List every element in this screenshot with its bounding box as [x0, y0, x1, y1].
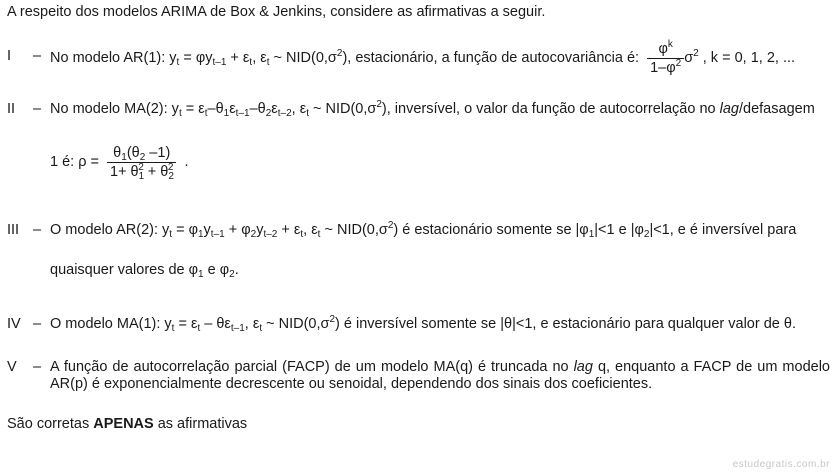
item-dash-ii: –	[33, 101, 42, 117]
item-number-ii: II	[7, 101, 16, 117]
item-dash-i: –	[33, 48, 42, 64]
autocorrelation-fraction: $\frac{\theta_1(\theta_2 -1)}{1+ \theta_1^2 + \theta_2^2}$	[107, 144, 176, 181]
autocovariance-fraction: $\frac{\varphi^k}{1-\varphi^2}$	[647, 40, 684, 77]
item-iii-text: O modelo AR(2): $y_t = \varphi_1y_{t-1} + \varphi_2y_{t-2} + \varepsilon_t$, $\varepsilon_t$ ~ $NID(0,\sigma^2)$ é estacionário somente se $|\varphi_1|<1$ e $|\varphi_2|<1$, e é inversível para	[50, 220, 797, 240]
item-dash-v: –	[33, 359, 42, 375]
item-ii-text: No modelo MA(2): $y_t = \varepsilon_t-\theta_1\varepsilon_{t-1}-\theta_2\varepsilon_{t-2}$, $\varepsilon_t$ ~ $NID(0,\sigma^2)$, inversível, o valor da função de autocorrelação no lag/defasagem	[50, 99, 815, 119]
question-intro: A respeito dos modelos ARIMA de Box & Jenkins, considere as afirmativas a seguir.	[7, 4, 546, 20]
item-dash-iii: –	[33, 222, 42, 238]
item-ii-formula: 1 é: ρ = $\frac{\theta_1(\theta_2 -1)}{1+ \theta_1^2 + \theta_2^2}$ .	[50, 144, 189, 182]
item-iv-text: O modelo MA(1): $y_t = \varepsilon_t - \theta\varepsilon_{t-1}$, $\varepsilon_t$ ~ $NID(0,\sigma^2)$ é inversível somente se |θ|<1, e estacionário para qualquer valor de θ.	[50, 314, 796, 334]
item-number-iii: III	[7, 222, 20, 238]
item-dash-iv: –	[33, 316, 42, 332]
item-number-i: I	[7, 48, 12, 64]
item-number-iv: IV	[7, 316, 21, 332]
item-iii-continuation: quaisquer valores de $\varphi_1$ e $\varphi_2$.	[50, 262, 239, 280]
item-i-text: No modelo AR(1): $y_t = \varphi y_{t-1} + \varepsilon_t$, $\varepsilon_t$ ~ $NID(0,\sigma^2)$, estacionário, a função de autocovariância é: $\frac{\varphi^k}{1-\varphi^2}$ $\sigma^2$ , k = 0, 1, 2, ...	[50, 38, 796, 76]
item-v-text: A função de autocorrelação parcial (FACP) de um modelo MA(q) é truncada no lag q, enquanto a FACP de um modelo AR(p) é exponencialmente decrescente ou senoidal, dependendo dos sinais dos coeficientes.	[50, 359, 830, 392]
item-number-v: V	[7, 359, 17, 375]
watermark: estudegratis.com.br	[732, 459, 830, 470]
closing-question: São corretas APENAS as afirmativas	[7, 416, 248, 432]
